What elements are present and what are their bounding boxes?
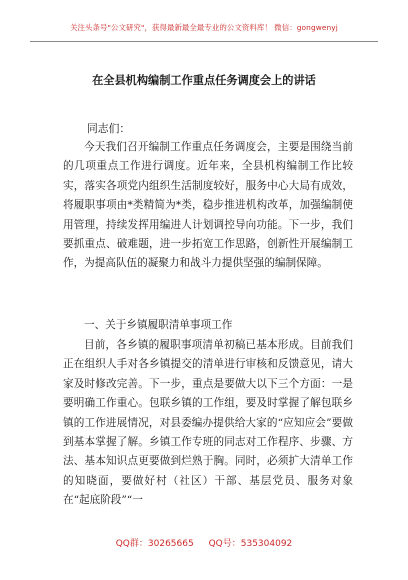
header-divider	[30, 41, 378, 42]
salutation: 同志们：	[87, 122, 131, 135]
section-heading: 一、关于乡镇履职清单事项工作	[84, 319, 233, 331]
paragraph-intro: 今天我们召开编制工作重点任务调度会，主要是围绕当前的几项重点工作进行调度。近年来，全县机构编制工作比较实，落实各项党内组织生活制度较好，服务中心大局有成效，将履职事项由*类精简为*类，稳步推进机构改革，加强编制使用管理，持续发挥用编进人计划调控导向功能。下一步，我们要抓重点、破难题，进一步拓宽工作思路，创新性开展编制工作，为提高队伍的凝聚力和战斗力提供坚强的编制保障。	[63, 141, 353, 270]
header-banner: 关注头条号"公文研究"，获得最新最全最专业的公文资料库！ 微信：gongwenyj	[70, 23, 338, 32]
footer-qq-number: QQ号：535304092	[208, 539, 293, 549]
footer-qq-group: QQ群：30265665	[115, 539, 194, 549]
footer-contact	[0, 536, 408, 549]
document-title: 在全县机构编制工作重点任务调度会上的讲话	[92, 73, 316, 87]
paragraph-body: 目前，各乡镇的履职事项清单初稿已基本形成。目前我们正在组织人手对各乡镇提交的清单进行审核和反馈意见，请大家及时修改完善。下一步，重点是要做大以下三个方面：一是要明确工作重心。包联乡镇的工作组，要及时掌握了解包联乡镇的工作进展情况，对县委编办提供给大家的“应知应会”要做到基本掌握了解。乡镇工作专班的同志对工作程序、步骤、方法、基本知识点更要做到烂熟于胸。同时，必须扩大清单工作的知晓面，要做好村（社区）干部、基层党员、服务对象在“起底阶段”“一	[63, 339, 353, 507]
